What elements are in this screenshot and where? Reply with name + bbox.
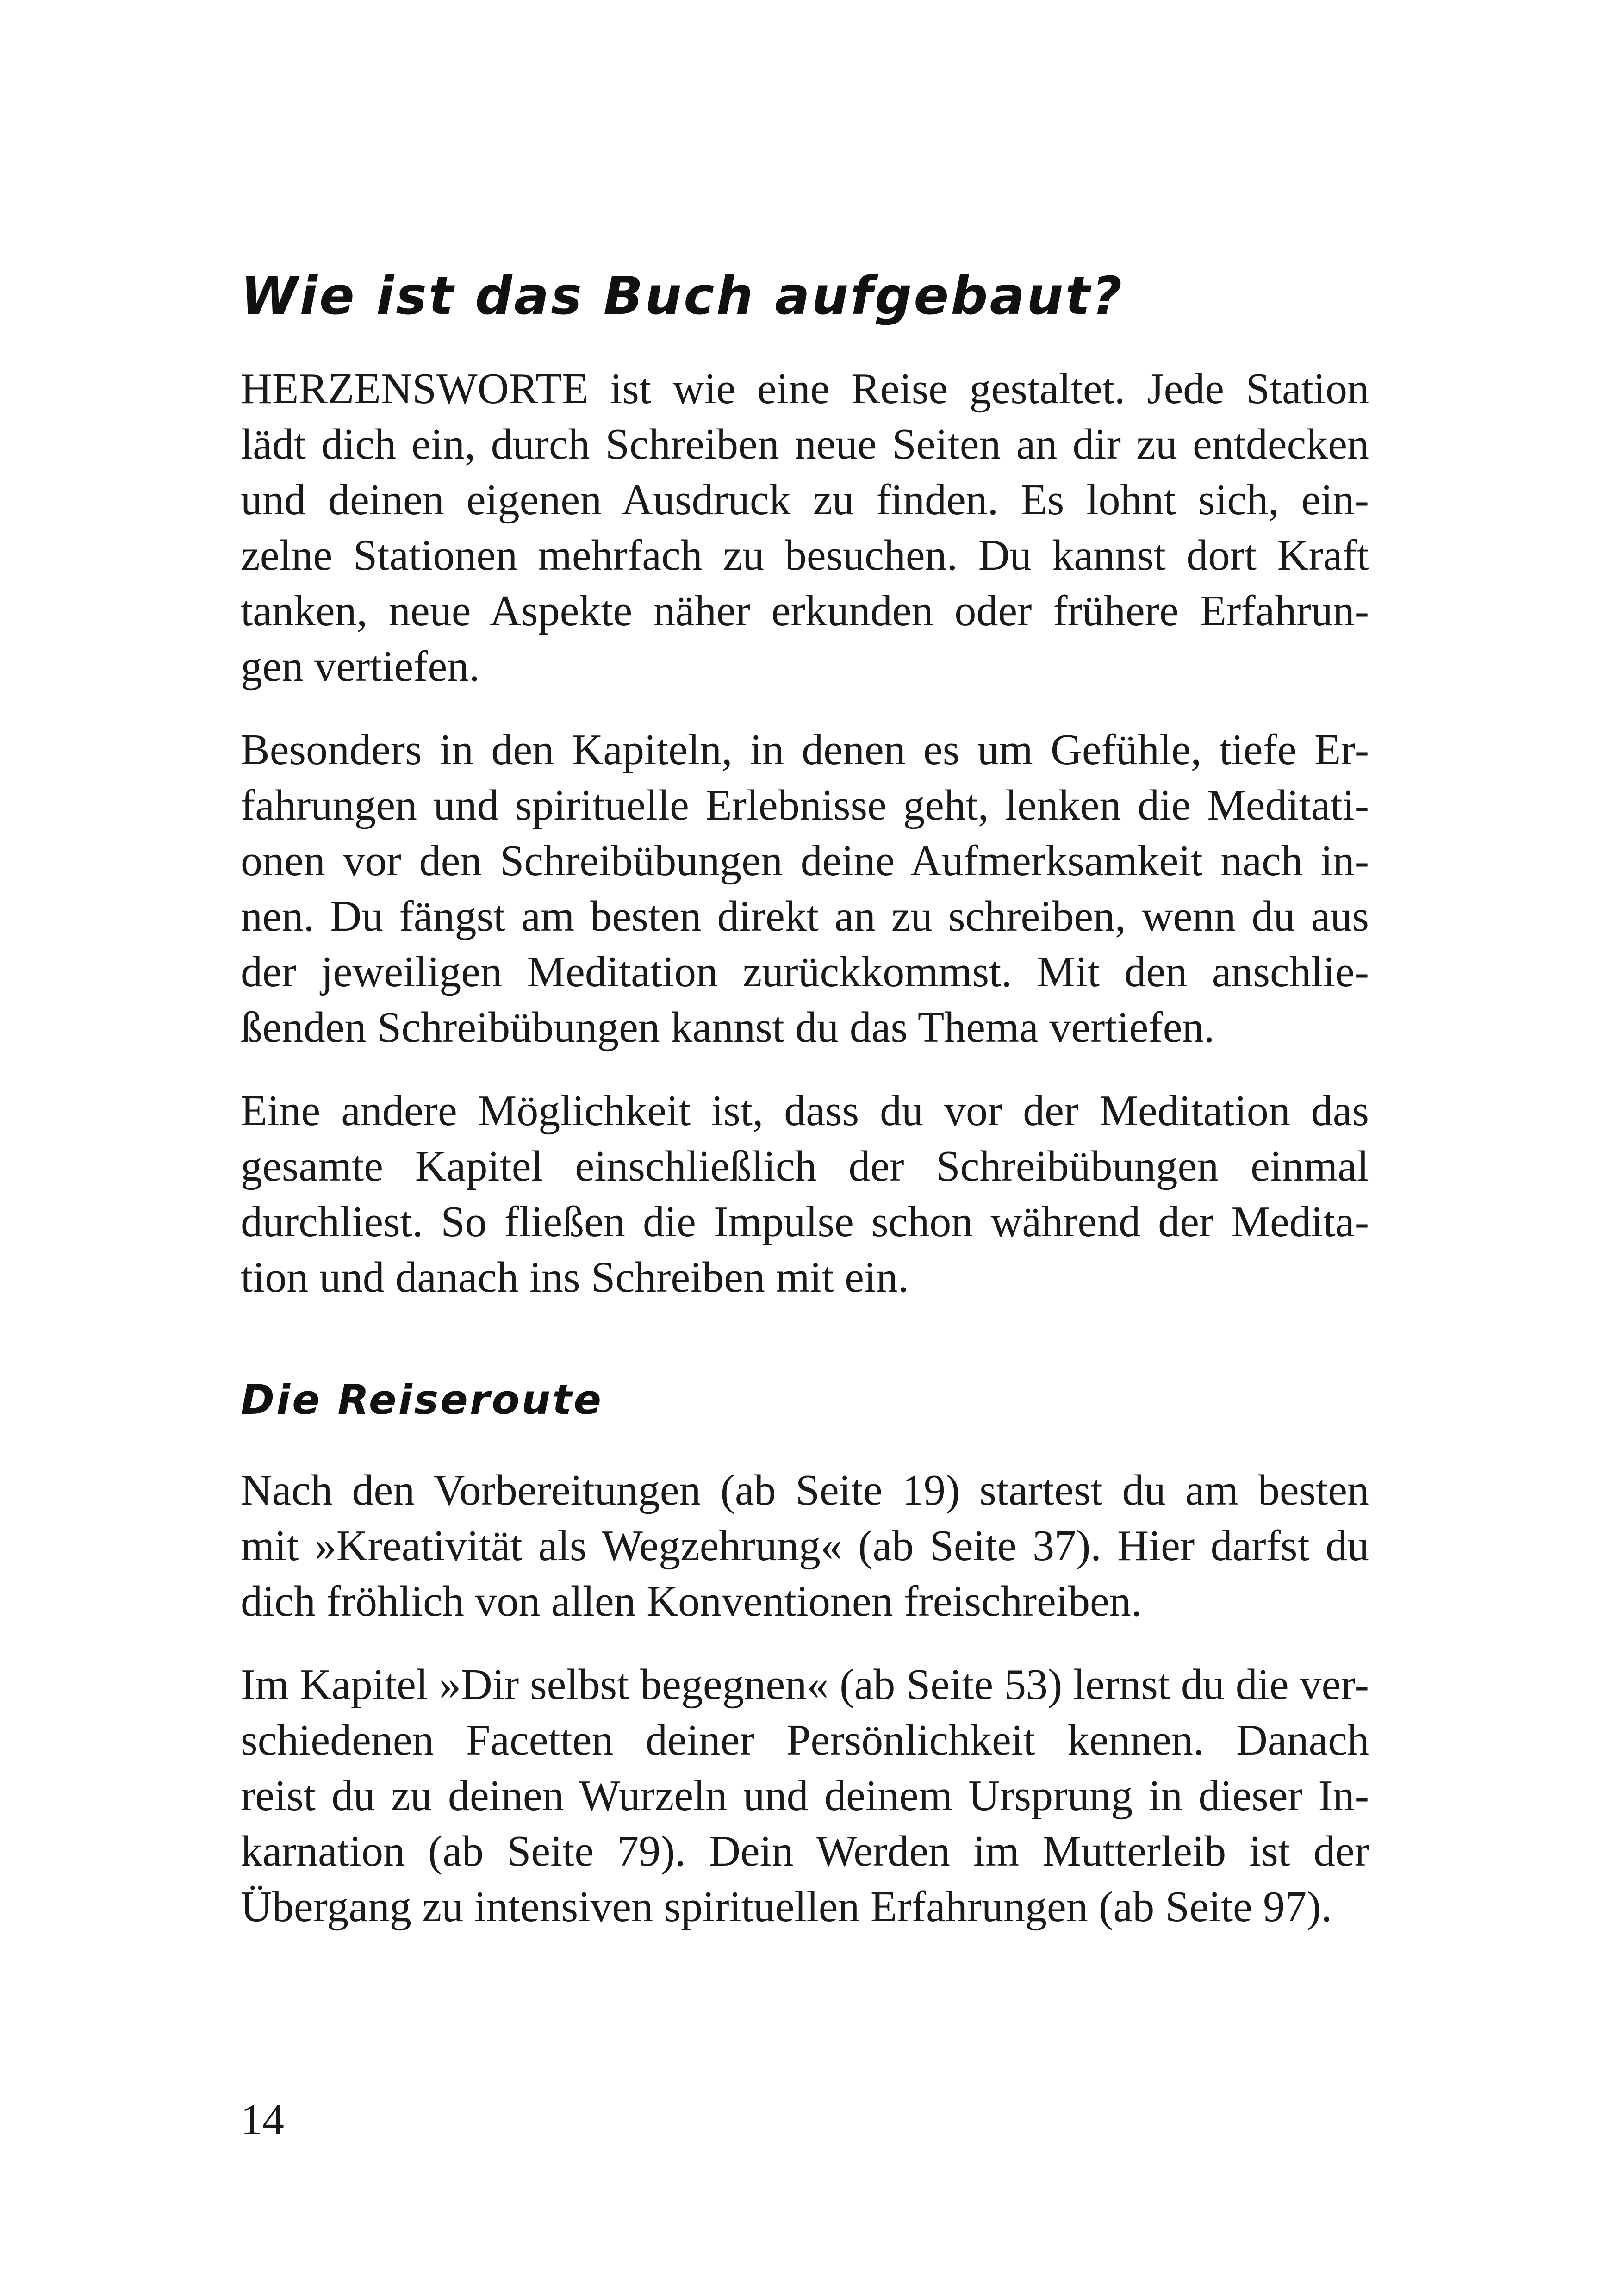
text-line: fahrungen und spirituelle Erlebnisse geht, lenken die Meditati-	[241, 781, 1369, 829]
text-line: mit »Kreativität als Wegzehrung« (ab Seite 37). Hier darfst du	[241, 1522, 1369, 1570]
section-heading: Die Reiseroute	[241, 1376, 604, 1424]
text-line: tion und danach ins Schreiben mit ein.	[241, 1253, 909, 1301]
text-line: tanken, neue Aspekte näher erkunden oder frühere Erfahrun-	[241, 587, 1369, 635]
text-line: karnation (ab Seite 79). Dein Werden im Mutterleib ist der	[241, 1827, 1369, 1875]
text-line: Besonders in den Kapiteln, in denen es um Gefühle, tiefe Er-	[241, 726, 1369, 774]
text-line: gesamte Kapitel einschließlich der Schreibübungen einmal	[241, 1142, 1369, 1190]
paragraph	[241, 1657, 1369, 1935]
text-line: gen vertiefen.	[241, 642, 480, 691]
text-line: onen vor den Schreibübungen deine Aufmerksamkeit nach in-	[241, 837, 1369, 885]
paragraph	[241, 1462, 1369, 1629]
text-line: Übergang zu intensiven spirituellen Erfahrungen (ab Seite 97).	[241, 1883, 1332, 1931]
chapter-heading: Wie ist das Buch aufgebaut?	[241, 266, 1124, 326]
text-line: Eine andere Möglichkeit ist, dass du vor der Meditation das	[241, 1087, 1369, 1135]
text-line: zelne Stationen mehrfach zu besuchen. Du kannst dort Kraft	[241, 531, 1369, 579]
text-line: nen. Du fängst am besten direkt an zu schreiben, wenn du aus	[241, 892, 1369, 940]
page-number: 14	[241, 2096, 284, 2144]
text-line: schiedenen Facetten deiner Persönlichkeit kennen. Danach	[241, 1716, 1369, 1764]
paragraph	[241, 361, 1369, 694]
text-line: Im Kapitel »Dir selbst begegnen« (ab Seite 53) lernst du die ver-	[241, 1661, 1369, 1709]
text-line: ßenden Schreibübungen kannst du das Thema vertiefen.	[241, 1003, 1215, 1052]
text-line: dich fröhlich von allen Konventionen freischreiben.	[241, 1577, 1142, 1625]
paragraph	[241, 722, 1369, 1055]
text-line: lädt dich ein, durch Schreiben neue Seiten an dir zu entdecken	[241, 420, 1369, 468]
text-line: reist du zu deinen Wurzeln und deinem Ursprung in dieser In-	[241, 1772, 1369, 1820]
text-line: HERZENSWORTE ist wie eine Reise gestaltet. Jede Station	[241, 365, 1369, 413]
text-line: Nach den Vorbereitungen (ab Seite 19) startest du am besten	[241, 1466, 1369, 1514]
text-line: durchliest. So fließen die Impulse schon während der Medita-	[241, 1198, 1369, 1246]
text-line: und deinen eigenen Ausdruck zu finden. Es lohnt sich, ein-	[241, 476, 1369, 524]
text-line: der jeweiligen Meditation zurückkommst. Mit den anschlie-	[241, 948, 1369, 996]
paragraph	[241, 1083, 1369, 1305]
